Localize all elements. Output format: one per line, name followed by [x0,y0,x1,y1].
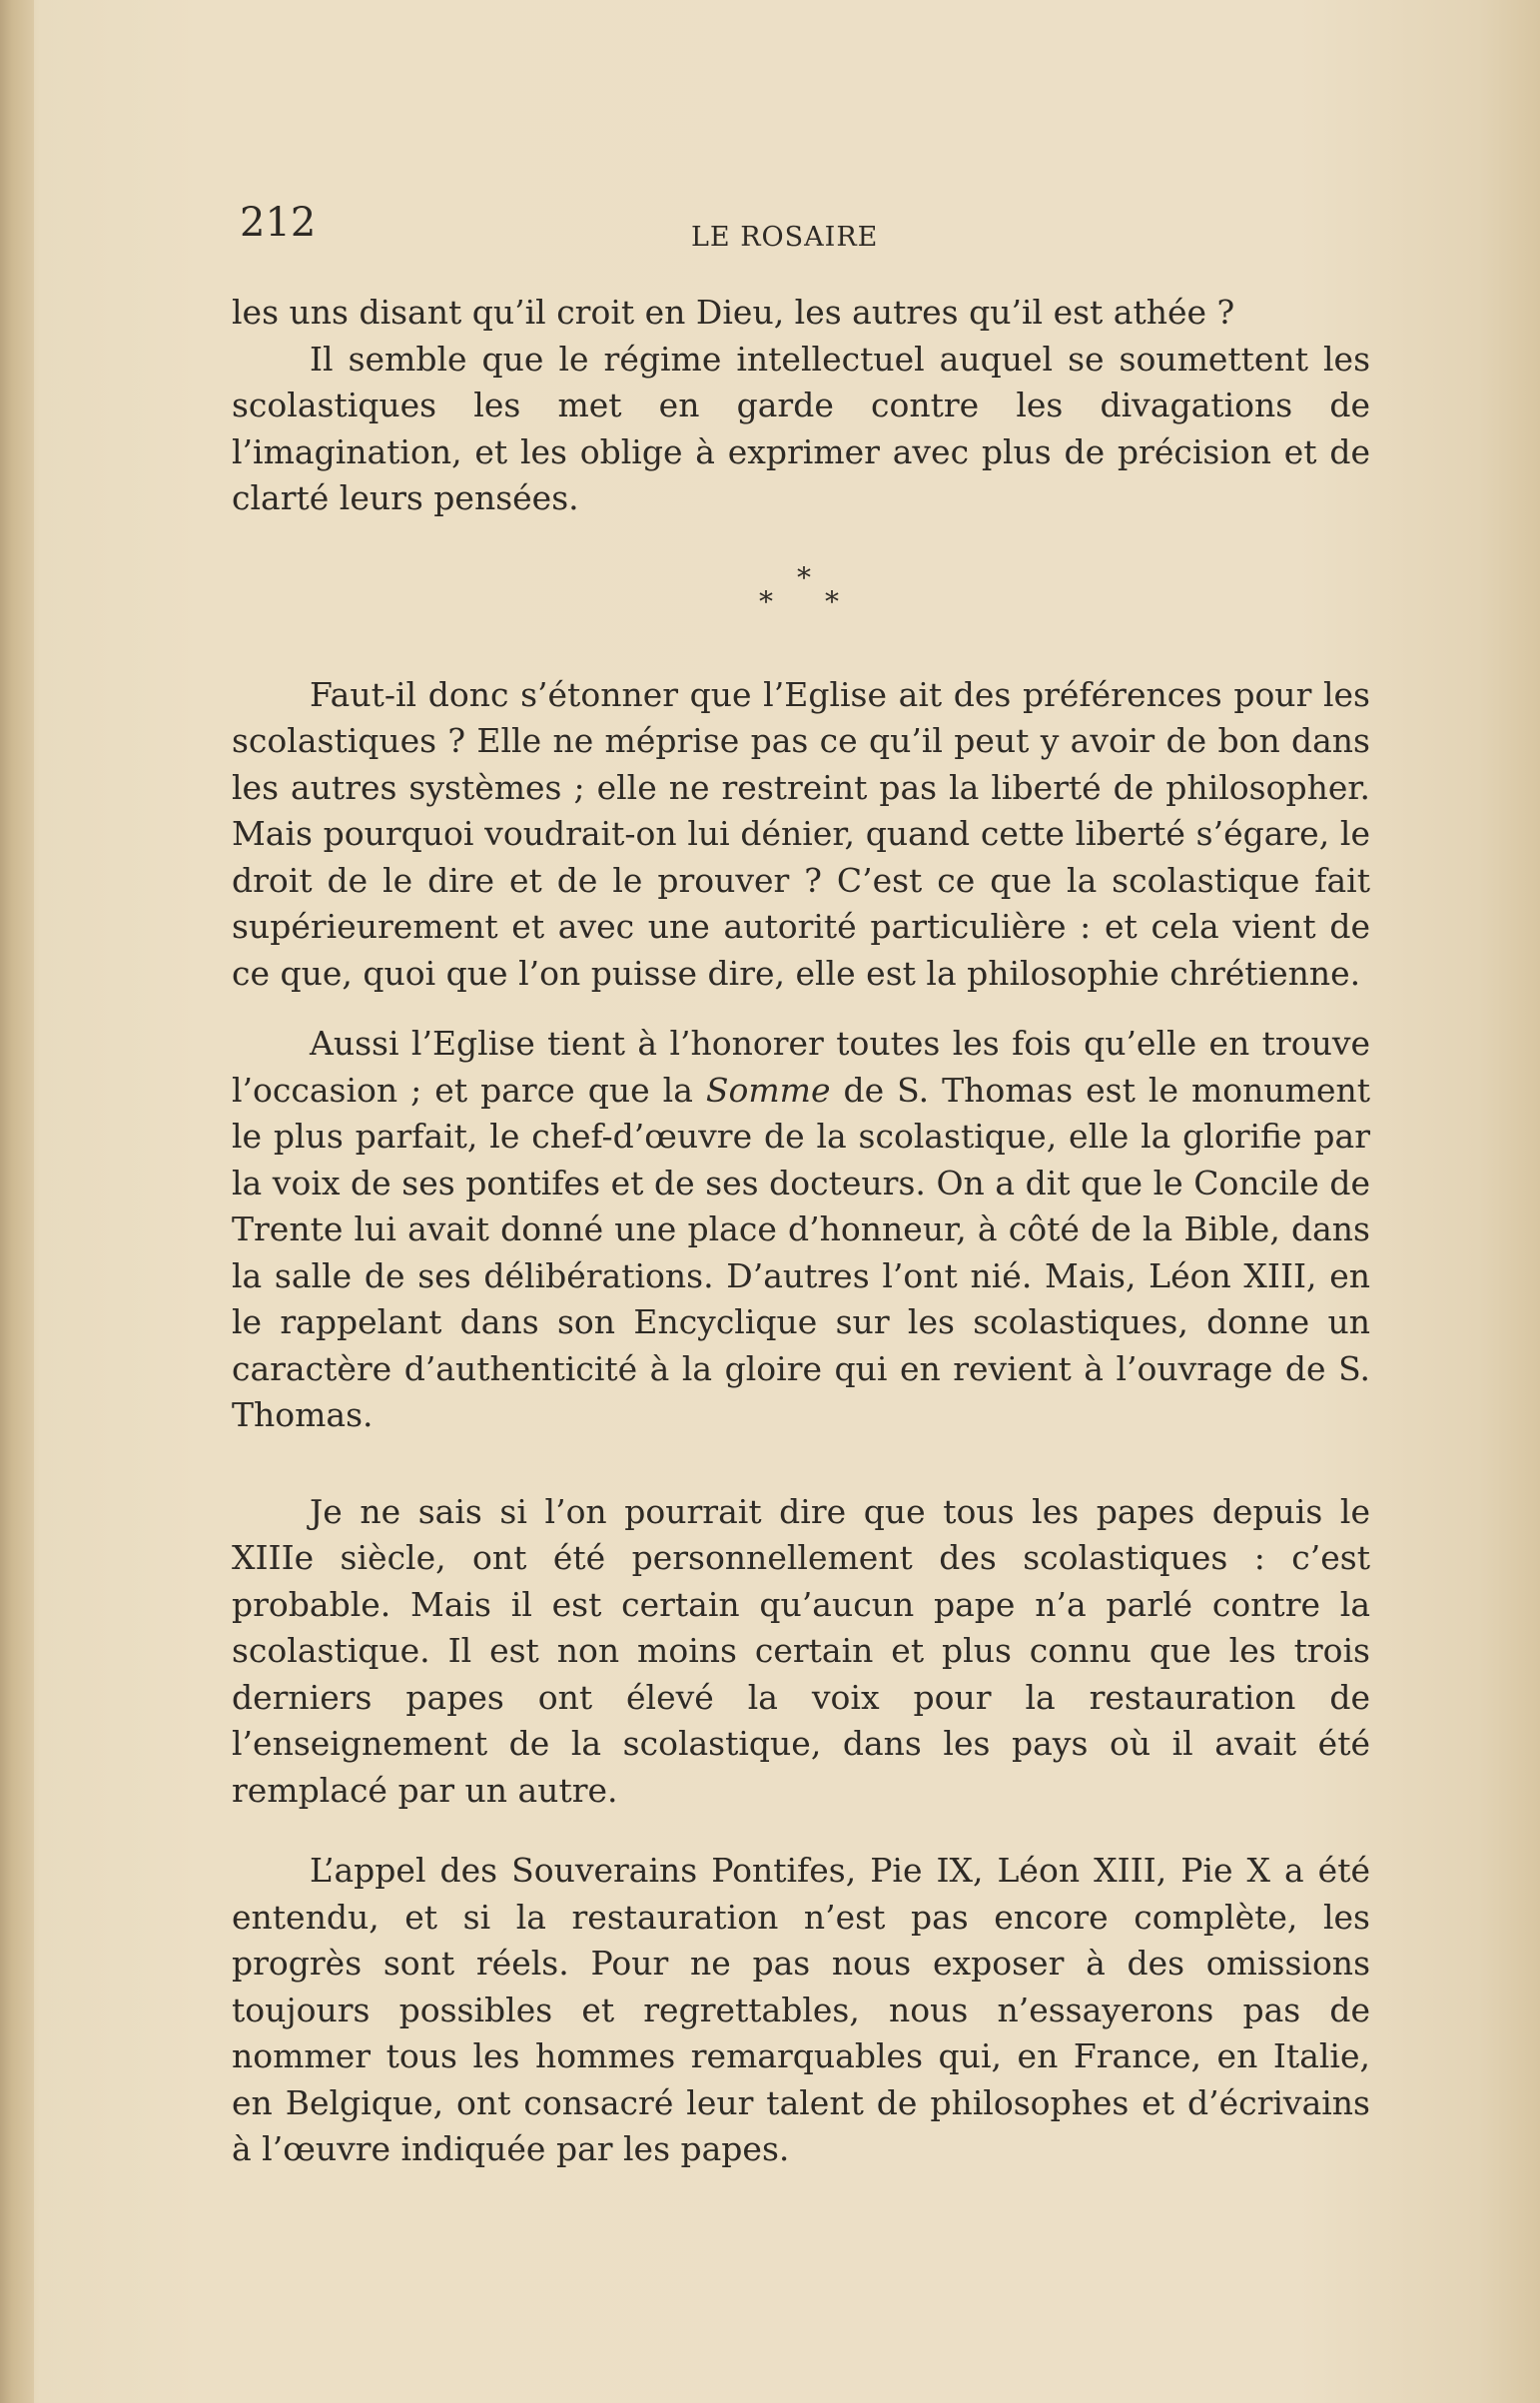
paragraph-papes: Je ne sais si l’on pourrait dire que tous les papes depuis le XIIIe siècle, ont été personnellement des scolastiques : c’est probable. Mais il est certain qu’aucun pape n’a parlé contre la scolastique. Il est non moins certain et plus connu que les trois derniers papes ont élevé la voix pour la restauration de l’enseignement de la scolastique, dans les pays où il avait été remplacé par un autre. [232,1491,1370,1810]
binding-edge [0,0,34,2403]
paragraph-preferences: Faut-il donc s’étonner que l’Eglise ait des préférences pour les scolastiques ? Elle ne méprise pas ce qu’il peut y avoir de bon dans les autres systèmes ; elle ne restreint pas la liberté de philosopher. Mais pourquoi voudrait-on lui dénier, quand cette liberté s’égare, le droit de le dire et de le prouver ? C’est ce que la scolastique fait supérieurement et avec une autorité particulière : et cela vient de ce que, quoi que l’on puisse dire, elle est la philosophie chrétienne. [232,674,1370,993]
paragraph-appel-pontifes: L’appel des Souverains Pontifes, Pie IX, Léon XIII, Pie X a été entendu, et si la restauration n’est pas encore complète, les progrès sont réels. Pour ne pas nous exposer à des omissions toujours possibles et regrettables, nous n’essayerons pas de nommer tous les hommes remarquables qui, en France, en Italie, en Belgique, ont consacré leur talent de philosophes et d’écrivains à l’œuvre indiquée par les papes. [232,1851,1370,2168]
asterism-star: * [759,584,773,618]
paragraph-somme-end: de S. Thomas est le monument le plus parfait, le chef-d’œuvre de la scolastique, elle la glorifie par la voix de ses pontifes et de ses docteurs. On a dit que le Concile de Trente lui avait donné une place d’honneur, à côté de la Bible, dans la salle de ses délibérations. D’autres l’ont nié. Mais, Léon XIII, en le rappelant dans son Encyclique sur les scolastiques, donne un caractère d’authenticité à la gloire qui en revient à l’ouvrage de S. Thomas. [232,1070,1370,1434]
text-block [232,200,1370,2173]
asterism-star: * [825,584,839,618]
asterism-star: * [797,560,811,594]
paragraph-continuation: les uns disant qu’il croit en Dieu, les autres qu’il est athée ? [232,293,1235,332]
running-title: LE ROSAIRE [691,222,879,253]
body-text [232,290,1370,2173]
paragraph-regime-intellectuel: Il semble que le régime intellectuel auquel se soumettent les scolastiques les met en garde contre les divagations de l’imagination, et les oblige à exprimer avec plus de précision et de clarté leurs pensées. [232,339,1370,517]
italic-somme: Somme [705,1070,831,1110]
paragraph-somme-start: Aussi l’Eglise tient à l’honorer toutes les fois qu’elle en trouve l’occasion ; et parce que la [232,1024,1370,1110]
page-number: 212 [240,200,317,246]
paragraph-somme [232,1021,1370,1439]
section-separator [232,522,1370,672]
page-header [232,200,1370,290]
